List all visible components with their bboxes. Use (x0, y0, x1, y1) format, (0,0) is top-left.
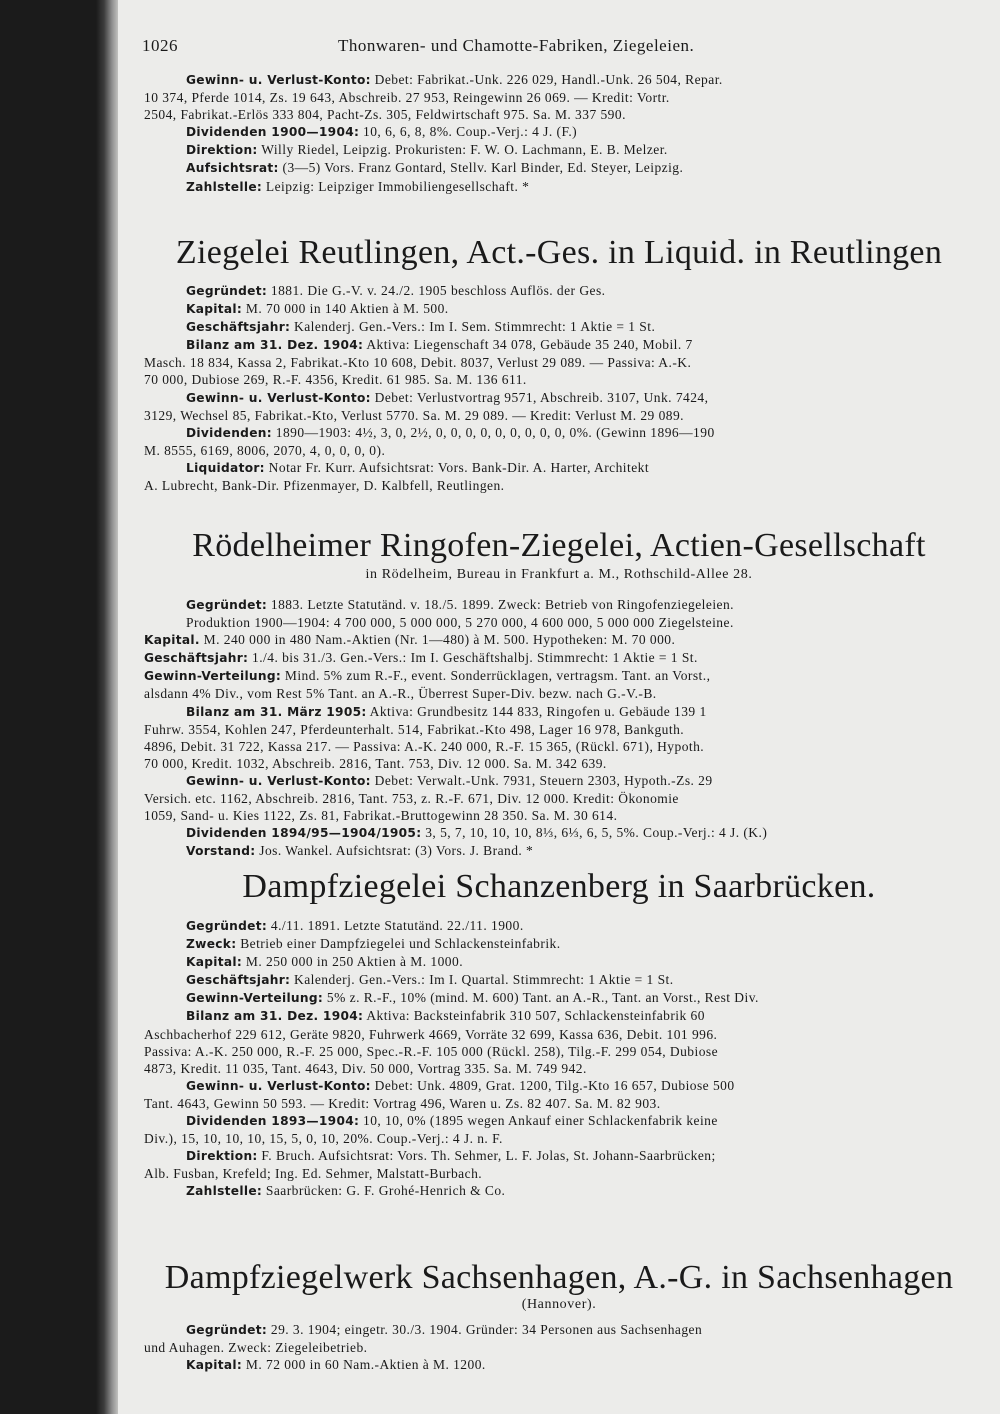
entry-title-roedelheim: Rödelheimer Ringofen-Ziegelei, Actien-Gesellschaft (192, 527, 926, 564)
field-label: Direktion: (186, 1149, 258, 1164)
field-text: M. 250 000 in 250 Aktien à M. 1000. (242, 954, 464, 970)
field-text: M. 240 000 in 480 Nam.-Aktien (Nr. 1—480) à M. 500. Hypotheken: M. 70 000. (199, 632, 676, 648)
text-line (144, 1339, 950, 1356)
text-line (144, 1095, 950, 1112)
entry-body-sachsenhagen (144, 1321, 950, 1374)
field-text: Aschbacherhof 229 612, Geräte 9820, Fuhrwerk 4669, Vorräte 32 699, Kassa 636, Debit. 101 996. (144, 1026, 718, 1042)
text-line (144, 178, 950, 196)
text-line (144, 842, 950, 860)
field-text: Kalenderj. Gen.-Vers.: Im I. Sem. Stimmrecht: 1 Aktie = 1 St. (290, 319, 656, 335)
text-line (144, 596, 950, 614)
field-text: M. 8555, 6169, 8006, 2070, 4, 0, 0, 0, 0). (144, 442, 386, 458)
field-label: Gegründet: (186, 1323, 268, 1337)
text-line (144, 807, 950, 824)
text-line (144, 1007, 950, 1025)
text-line (144, 1077, 950, 1095)
field-label: Zahlstelle: (186, 179, 263, 194)
field-label: Dividenden: (186, 425, 272, 440)
field-label: Gewinn-Verteilung: (186, 991, 324, 1006)
text-line (144, 1112, 950, 1130)
entry-title-schanzenberg: Dampfziegelei Schanzenberg in Saarbrücken. (242, 868, 876, 905)
text-line (144, 667, 950, 685)
entry-subtitle-roedelheim: in Rödelheim, Bureau in Frankfurt a. M., Rothschild-Allee 28. (365, 567, 753, 582)
field-label: Kapital: (186, 955, 243, 970)
text-line (144, 371, 950, 388)
field-text: 29. 3. 1904; eingetr. 30./3. 1904. Gründer: 34 Personen aus Sachsenhagen (267, 1322, 703, 1337)
entry-title-reutlingen: Ziegelei Reutlingen, Act.-Ges. in Liquid. in Reutlingen (175, 234, 943, 271)
field-text: A. Lubrecht, Bank-Dir. Pfizenmayer, D. Kalbfell, Reutlingen. (144, 478, 505, 494)
field-text: 1./4. bis 31./3. Gen.-Vers.: Im I. Geschäftshalbj. Stimmrecht: 1 Aktie = 1 St. (248, 650, 698, 666)
field-label: Geschäftsjahr: (144, 651, 249, 666)
text-line (144, 1060, 950, 1077)
text-line (144, 336, 950, 354)
field-label: Geschäftsjahr: (186, 320, 291, 335)
field-label: Aufsichtsrat: (186, 161, 279, 176)
field-text: Betrieb einer Dampfziegelei und Schlackensteinfabrik. (236, 936, 561, 952)
text-line (144, 318, 950, 336)
text-line (144, 935, 950, 953)
text-line (144, 1147, 950, 1165)
text-line (144, 71, 950, 89)
field-text: Debet: Unk. 4809, Grat. 1200, Tilg.-Kto 16 657, Dubiose 500 (370, 1077, 735, 1093)
text-line (144, 1026, 950, 1043)
field-label: Direktion: (186, 143, 258, 158)
field-text: Produktion 1900—1904: 4 700 000, 5 000 000, 5 270 000, 4 600 000, 5 000 000 Ziegelsteine. (186, 615, 734, 631)
entry-body-schanzenberg (144, 917, 950, 1201)
field-label: Zahlstelle: (186, 1184, 263, 1199)
field-text: F. Bruch. Aufsichtsrat: Vors. Th. Sehmer, L. F. Jolas, St. Johann-Saarbrücken; (257, 1148, 716, 1164)
field-text: 10, 6, 6, 8, 8%. Coup.-Verj.: 4 J. (F.) (359, 124, 578, 140)
field-text: 2504, Fabrikat.-Erlös 333 804, Pacht-Zs. 305, Feldwirtschaft 975. Sa. M. 337 590. (144, 107, 626, 123)
text-line (144, 953, 950, 971)
text-line (144, 389, 950, 407)
text-line (144, 1043, 950, 1060)
field-label: Bilanz am 31. Dez. 1904: (186, 1009, 364, 1024)
field-label: Gegründet: (186, 598, 268, 612)
field-label: Gewinn-Verteilung: (144, 669, 282, 684)
field-text: alsdann 4% Div., vom Rest 5% Tant. an A.-R., Überrest Super-Div. bezw. nach G.-V.-B. (144, 686, 657, 702)
text-line (144, 614, 950, 631)
field-text: Willy Riedel, Leipzig. Prokuristen: F. W. O. Lachmann, E. B. Melzer. (257, 142, 668, 158)
text-line (144, 354, 950, 371)
field-text: 1881. Die G.-V. v. 24./2. 1905 beschloss Auflös. der Ges. (267, 283, 606, 298)
text-line (144, 685, 950, 702)
field-text: Div.), 15, 10, 10, 10, 15, 5, 0, 10, 20%. Coup.-Verj.: 4 J. n. F. (144, 1131, 503, 1147)
field-label: Gegründet: (186, 284, 268, 298)
text-line (144, 738, 950, 755)
field-text: 70 000, Dubiose 269, R.-F. 4356, Kredit. 61 985. Sa. M. 136 611. (144, 372, 527, 388)
entry-title-sachsenhagen: Dampfziegelwerk Sachsenhagen, A.-G. in Sachsenhagen (164, 1259, 954, 1296)
field-text: Jos. Wankel. Aufsichtsrat: (3) Vors. J. Brand. * (255, 843, 534, 859)
field-text: Kalenderj. Gen.-Vers.: Im I. Quartal. Stimmrecht: 1 Aktie = 1 St. (290, 972, 674, 988)
page-header (142, 36, 942, 56)
text-line (144, 407, 950, 424)
field-text: Debet: Verwalt.-Unk. 7931, Steuern 2303, Hypoth.-Zs. 29 (370, 772, 713, 788)
field-label: Geschäftsjahr: (186, 973, 291, 988)
field-text: 1890—1903: 4½, 3, 0, 2½, 0, 0, 0, 0, 0, 0, 0, 0, 0, 0%. (Gewinn 1896—190 (271, 424, 715, 440)
field-text: Alb. Fusban, Krefeld; Ing. Ed. Sehmer, Malstatt-Burbach. (144, 1166, 483, 1182)
text-line (144, 442, 950, 459)
field-label: Kapital: (186, 302, 243, 317)
field-label: Bilanz am 31. März 1905: (186, 704, 367, 719)
running-title: Thonwaren- und Chamotte-Fabriken, Ziegeleien. (338, 36, 695, 55)
field-text: 3, 5, 7, 10, 10, 10, 8⅓, 6⅓, 6, 5, 5%. Coup.-Verj.: 4 J. (K.) (421, 825, 768, 841)
text-line (144, 721, 950, 738)
field-text: 1059, Sand- u. Kies 1122, Zs. 81, Fabrikat.-Bruttogewinn 28 350. Sa. M. 30 614. (144, 808, 618, 824)
field-label: Dividenden 1900—1904: (186, 125, 360, 140)
field-text: und Auhagen. Zweck: Ziegeleibetrieb. (144, 1340, 368, 1356)
field-text: 4./11. 1891. Letzte Statutänd. 22./11. 1900. (267, 918, 524, 933)
field-text: Passiva: A.-K. 250 000, R.-F. 25 000, Spec.-R.-F. 105 000 (Rückl. 258), Tilg.-F. 299 054, Dubiose (144, 1043, 719, 1059)
field-text: 1883. Letzte Statutänd. v. 18./5. 1899. Zweck: Betrieb von Ringofenziegeleien. (267, 597, 734, 612)
field-label: Dividenden 1893—1904: (186, 1114, 360, 1129)
book-binding-shadow (0, 0, 120, 1414)
text-line (144, 971, 950, 989)
field-text: 10, 10, 0% (1895 wegen Ankauf einer Schlackenfabrik keine (359, 1113, 718, 1129)
text-line (144, 1130, 950, 1147)
field-text: (3—5) Vors. Franz Gontard, Stellv. Karl Binder, Ed. Steyer, Leipzig. (278, 160, 684, 176)
field-text: 4896, Debit. 31 722, Kassa 217. — Passiva: A.-K. 240 000, R.-F. 15 365, (Rückl. 671), Hypoth. (144, 738, 705, 754)
text-line (144, 1182, 950, 1200)
field-text: Aktiva: Liegenschaft 34 078, Gebäude 35 240, Mobil. 7 (363, 337, 693, 353)
field-text: 10 374, Pferde 1014, Zs. 19 643, Abschreib. 27 953, Reingewinn 26 069. — Kredit: Vortr. (144, 90, 670, 106)
field-text: M. 70 000 in 140 Aktien à M. 500. (242, 301, 449, 317)
text-line (144, 300, 950, 318)
field-label: Liquidator: (186, 460, 265, 475)
field-label: Bilanz am 31. Dez. 1904: (186, 338, 364, 353)
field-text: 5% z. R.-F., 10% (mind. M. 600) Tant. an A.-R., Tant. an Vorst., Rest Div. (323, 990, 759, 1006)
field-text: Aktiva: Backsteinfabrik 310 507, Schlackensteinfabrik 60 (363, 1008, 705, 1024)
text-line (144, 917, 950, 935)
text-line (144, 282, 950, 300)
field-text: Debet: Fabrikat.-Unk. 226 029, Handl.-Unk. 26 504, Repar. (370, 72, 723, 87)
text-line (144, 159, 950, 177)
text-line (144, 1165, 950, 1182)
text-line (144, 424, 950, 442)
field-label: Kapital: (186, 1358, 243, 1373)
text-line (144, 649, 950, 667)
text-line (144, 1356, 950, 1374)
field-text: Leipzig: Leipziger Immobiliengesellschaft. * (262, 178, 530, 194)
field-text: Notar Fr. Kurr. Aufsichtsrat: Vors. Bank-Dir. A. Harter, Architekt (264, 459, 650, 475)
text-line (144, 824, 950, 842)
field-text: 3129, Wechsel 85, Fabrikat.-Kto, Verlust 5770. Sa. M. 29 089. — Kredit: Verlust M. 29 089. (144, 407, 685, 423)
text-line (144, 106, 950, 123)
field-label: Gewinn- u. Verlust-Konto: (186, 1078, 371, 1093)
field-text: Saarbrücken: G. F. Grohé-Henrich & Co. (262, 1183, 506, 1199)
text-line (144, 89, 950, 106)
field-text: 4873, Kredit. 11 035, Tant. 4643, Div. 50 000, Vortrag 335. Sa. M. 749 942. (144, 1060, 587, 1076)
field-text: Versich. etc. 1162, Abschreib. 2816, Tant. 753, z. R.-F. 671, Div. 12 000. Kredit: Ökonomie (144, 791, 679, 807)
field-label: Vorstand: (186, 844, 256, 859)
text-line (144, 123, 950, 141)
field-text: Masch. 18 834, Kassa 2, Fabrikat.-Kto 10 608, Debit. 8037, Verlust 29 089. — Passiva: A.-K. (144, 355, 692, 371)
field-label: Zweck: (186, 937, 237, 952)
text-line (144, 772, 950, 790)
text-line (144, 1321, 950, 1339)
text-line (144, 755, 950, 772)
entry-body-roedelheim (144, 596, 950, 860)
field-text: M. 72 000 in 60 Nam.-Aktien à M. 1200. (242, 1357, 486, 1373)
field-label: Dividenden 1894/95—1904/1905: (186, 826, 422, 841)
text-line (144, 477, 950, 494)
field-text: Debet: Verlustvortrag 9571, Abschreib. 3107, Unk. 7424, (370, 389, 709, 405)
field-text: Aktiva: Grundbesitz 144 833, Ringofen u. Gebäude 139 1 (366, 703, 707, 719)
text-line (144, 703, 950, 721)
continued-entry (144, 71, 950, 196)
field-text: Mind. 5% zum R.-F., event. Sonderrücklagen, vertragsm. Tant. an Vorst., (281, 668, 711, 684)
field-label: Gegründet: (186, 919, 268, 933)
field-label: Kapital. (144, 633, 200, 648)
text-line (144, 790, 950, 807)
entry-body-reutlingen (144, 282, 950, 494)
entry-subtitle-sachsenhagen: (Hannover). (521, 1297, 597, 1312)
text-line (144, 631, 950, 649)
field-label: Gewinn- u. Verlust-Konto: (186, 390, 371, 405)
text-line (144, 459, 950, 477)
page-number: 1026 (142, 36, 178, 55)
field-text: Tant. 4643, Gewinn 50 593. — Kredit: Vortrag 496, Waren u. Zs. 82 407. Sa. M. 82 903. (144, 1095, 661, 1111)
text-line (144, 989, 950, 1007)
field-text: Fuhrw. 3554, Kohlen 247, Pferdeunterhalt. 514, Fabrikat.-Kto 498, Lager 16 978, Bankguth. (144, 721, 685, 737)
field-label: Gewinn- u. Verlust-Konto: (186, 73, 371, 87)
text-line (144, 141, 950, 159)
field-label: Gewinn- u. Verlust-Konto: (186, 773, 371, 788)
field-text: 70 000, Kredit. 1032, Abschreib. 2816, Tant. 753, Div. 12 000. Sa. M. 342 639. (144, 755, 607, 771)
